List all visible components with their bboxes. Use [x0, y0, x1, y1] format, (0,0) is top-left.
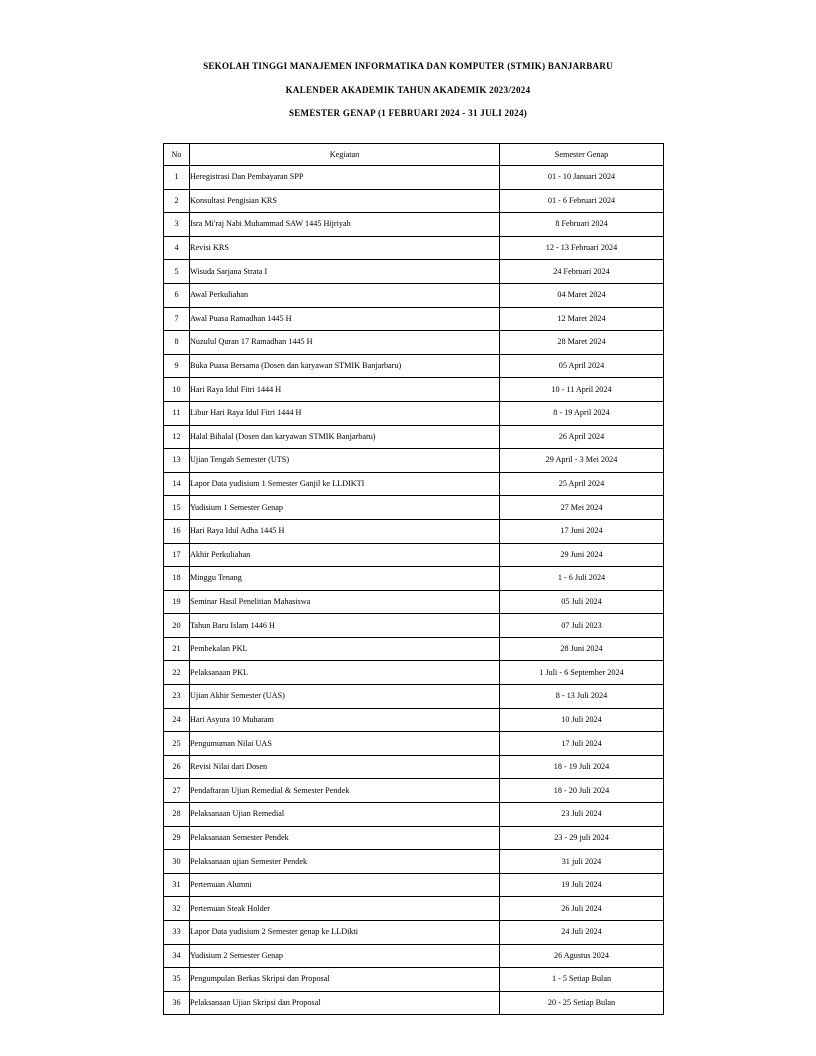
date-cell: 04 Maret 2024 [500, 283, 664, 307]
table-row [164, 661, 664, 685]
activity-cell: Lapor Data yudisium 1 Semester Ganjil ke LLDIKTI [190, 472, 500, 496]
document-title: SEKOLAH TINGGI MANAJEMEN INFORMATIKA DAN KOMPUTER (STMIK) BANJARBARU [203, 61, 613, 71]
activity-cell: Revisi KRS [190, 236, 500, 260]
row-number: 31 [164, 873, 190, 897]
table-header-row [164, 144, 664, 166]
date-cell: 29 April - 3 Mei 2024 [500, 449, 664, 473]
row-number: 16 [164, 519, 190, 543]
table-row [164, 260, 664, 284]
column-header-semester-genap: Semester Genap [500, 144, 664, 166]
table-row [164, 354, 664, 378]
table-row [164, 283, 664, 307]
activity-cell: Pengumuman Nilai UAS [190, 732, 500, 756]
activity-cell: Hari Raya Idul Fitri 1444 H [190, 378, 500, 402]
activity-cell: Konsultasi Pengisian KRS [190, 189, 500, 213]
row-number: 21 [164, 637, 190, 661]
row-number: 12 [164, 425, 190, 449]
table-row [164, 472, 664, 496]
academic-calendar-table [163, 143, 664, 1015]
date-cell: 18 - 19 Juli 2024 [500, 755, 664, 779]
date-cell: 28 Juni 2024 [500, 637, 664, 661]
activity-cell: Nuzulul Quran 17 Ramadhan 1445 H [190, 331, 500, 355]
date-cell: 8 - 13 Juli 2024 [500, 685, 664, 709]
activity-cell: Heregistrasi Dan Pembayaran SPP [190, 166, 500, 190]
table-row [164, 897, 664, 921]
activity-cell: Pengumpulan Berkas Skripsi dan Proposal [190, 968, 500, 992]
row-number: 15 [164, 496, 190, 520]
row-number: 34 [164, 944, 190, 968]
row-number: 6 [164, 283, 190, 307]
activity-cell: Pelaksanaan Ujian Remedial [190, 803, 500, 827]
date-cell: 12 Maret 2024 [500, 307, 664, 331]
activity-cell: Seminar Hasil Penelitian Mahasiswa [190, 590, 500, 614]
row-number: 24 [164, 708, 190, 732]
table-body [164, 166, 664, 1015]
activity-cell: Pelaksanaan ujian Semester Pendek [190, 850, 500, 874]
table-row [164, 685, 664, 709]
date-cell: 1 Juli - 6 September 2024 [500, 661, 664, 685]
date-cell: 18 - 20 Juli 2024 [500, 779, 664, 803]
date-cell: 19 Juli 2024 [500, 873, 664, 897]
table-row [164, 850, 664, 874]
table-row [164, 519, 664, 543]
column-header-no: No [164, 144, 190, 166]
activity-cell: Pelaksanaan PKL [190, 661, 500, 685]
activity-cell: Tahun Baru Islam 1446 H [190, 614, 500, 638]
row-number: 3 [164, 213, 190, 237]
date-cell: 8 Februari 2024 [500, 213, 664, 237]
date-cell: 25 April 2024 [500, 472, 664, 496]
date-cell: 1 - 6 Juli 2024 [500, 567, 664, 591]
row-number: 1 [164, 166, 190, 190]
row-number: 30 [164, 850, 190, 874]
activity-cell: Minggu Tenang [190, 567, 500, 591]
date-cell: 24 Juli 2024 [500, 921, 664, 945]
date-cell: 07 Juli 2023 [500, 614, 664, 638]
table-row [164, 378, 664, 402]
date-cell: 17 Juli 2024 [500, 732, 664, 756]
date-cell: 28 Maret 2024 [500, 331, 664, 355]
activity-cell: Pembekalan PKL [190, 637, 500, 661]
date-cell: 24 Februari 2024 [500, 260, 664, 284]
row-number: 8 [164, 331, 190, 355]
activity-cell: Awal Puasa Ramadhan 1445 H [190, 307, 500, 331]
row-number: 10 [164, 378, 190, 402]
activity-cell: Wisuda Sarjana Strata I [190, 260, 500, 284]
table-row [164, 873, 664, 897]
date-cell: 27 Mei 2024 [500, 496, 664, 520]
activity-cell: Halal Bihalal (Dosen dan karyawan STMIK Banjarbaru) [190, 425, 500, 449]
row-number: 2 [164, 189, 190, 213]
row-number: 33 [164, 921, 190, 945]
table-row [164, 496, 664, 520]
activity-cell: Ujian Akhir Semester (UAS) [190, 685, 500, 709]
row-number: 13 [164, 449, 190, 473]
row-number: 22 [164, 661, 190, 685]
row-number: 25 [164, 732, 190, 756]
date-cell: 05 Juli 2024 [500, 590, 664, 614]
activity-cell: Pelaksanaan Ujian Skripsi dan Proposal [190, 991, 500, 1015]
row-number: 9 [164, 354, 190, 378]
row-number: 11 [164, 401, 190, 425]
activity-cell: Hari Asyura 10 Muharam [190, 708, 500, 732]
activity-cell: Revisi Nilai dari Dosen [190, 755, 500, 779]
table-row [164, 166, 664, 190]
activity-cell: Yudisium 2 Semester Genap [190, 944, 500, 968]
activity-cell: Akhir Perkuliahan [190, 543, 500, 567]
row-number: 14 [164, 472, 190, 496]
row-number: 19 [164, 590, 190, 614]
row-number: 5 [164, 260, 190, 284]
table-row [164, 236, 664, 260]
row-number: 29 [164, 826, 190, 850]
activity-cell: Hari Raya Idul Adha 1445 H [190, 519, 500, 543]
row-number: 26 [164, 755, 190, 779]
row-number: 32 [164, 897, 190, 921]
table-row [164, 968, 664, 992]
table-row [164, 803, 664, 827]
activity-cell: Ujian Tengah Semester (UTS) [190, 449, 500, 473]
date-cell: 01 - 10 Januari 2024 [500, 166, 664, 190]
row-number: 27 [164, 779, 190, 803]
activity-cell: Libur Hari Raya Idul Fitri 1444 H [190, 401, 500, 425]
table-row [164, 425, 664, 449]
row-number: 23 [164, 685, 190, 709]
date-cell: 8 - 19 April 2024 [500, 401, 664, 425]
date-cell: 10 Juli 2024 [500, 708, 664, 732]
date-cell: 05 April 2024 [500, 354, 664, 378]
date-cell: 29 Juni 2024 [500, 543, 664, 567]
date-cell: 23 - 29 juli 2024 [500, 826, 664, 850]
activity-cell: Buka Puasa Bersama (Dosen dan karyawan STMIK Banjarbaru) [190, 354, 500, 378]
activity-cell: Awal Perkuliahan [190, 283, 500, 307]
activity-cell: Pendaftaran Ujian Remedial & Semester Pendek [190, 779, 500, 803]
table-row [164, 213, 664, 237]
row-number: 28 [164, 803, 190, 827]
date-cell: 31 juli 2024 [500, 850, 664, 874]
table-row [164, 732, 664, 756]
activity-cell: Pertemuan Steak Holder [190, 897, 500, 921]
date-cell: 26 Agustus 2024 [500, 944, 664, 968]
table-row [164, 567, 664, 591]
column-header-kegiatan: Kegiatan [190, 144, 500, 166]
activity-cell: Isra Mi'raj Nabi Muhammad SAW 1445 Hijriyah [190, 213, 500, 237]
table-row [164, 590, 664, 614]
activity-cell: Pelaksanaan Semester Pendek [190, 826, 500, 850]
table-row [164, 401, 664, 425]
date-cell: 17 Juni 2024 [500, 519, 664, 543]
date-cell: 26 Juli 2024 [500, 897, 664, 921]
date-cell: 10 - 11 April 2024 [500, 378, 664, 402]
table-row [164, 755, 664, 779]
row-number: 36 [164, 991, 190, 1015]
semester-heading: SEMESTER GENAP (1 FEBRUARI 2024 - 31 JULI 2024) [288, 108, 528, 118]
table-row [164, 614, 664, 638]
date-cell: 1 - 5 Setiap Bulan [500, 968, 664, 992]
date-cell: 20 - 25 Setiap Bulan [500, 991, 664, 1015]
activity-cell: Pertemuan Alumni [190, 873, 500, 897]
row-number: 20 [164, 614, 190, 638]
table-row [164, 708, 664, 732]
table-row [164, 449, 664, 473]
row-number: 18 [164, 567, 190, 591]
table-row [164, 637, 664, 661]
table-row [164, 331, 664, 355]
row-number: 35 [164, 968, 190, 992]
date-cell: 01 - 6 Februari 2024 [500, 189, 664, 213]
table-row [164, 921, 664, 945]
row-number: 17 [164, 543, 190, 567]
date-cell: 12 - 13 Februari 2024 [500, 236, 664, 260]
row-number: 7 [164, 307, 190, 331]
date-cell: 26 April 2024 [500, 425, 664, 449]
table-row [164, 944, 664, 968]
table-row [164, 991, 664, 1015]
table-row [164, 779, 664, 803]
row-number: 4 [164, 236, 190, 260]
table-row [164, 543, 664, 567]
table-row [164, 826, 664, 850]
table-row [164, 307, 664, 331]
document-subtitle: KALENDER AKADEMIK TAHUN AKADEMIK 2023/2024 [285, 85, 531, 95]
date-cell: 23 Juli 2024 [500, 803, 664, 827]
table-row [164, 189, 664, 213]
activity-cell: Lapor Data yudisium 2 Semester genap ke LLDikti [190, 921, 500, 945]
activity-cell: Yudisium 1 Semester Genap [190, 496, 500, 520]
